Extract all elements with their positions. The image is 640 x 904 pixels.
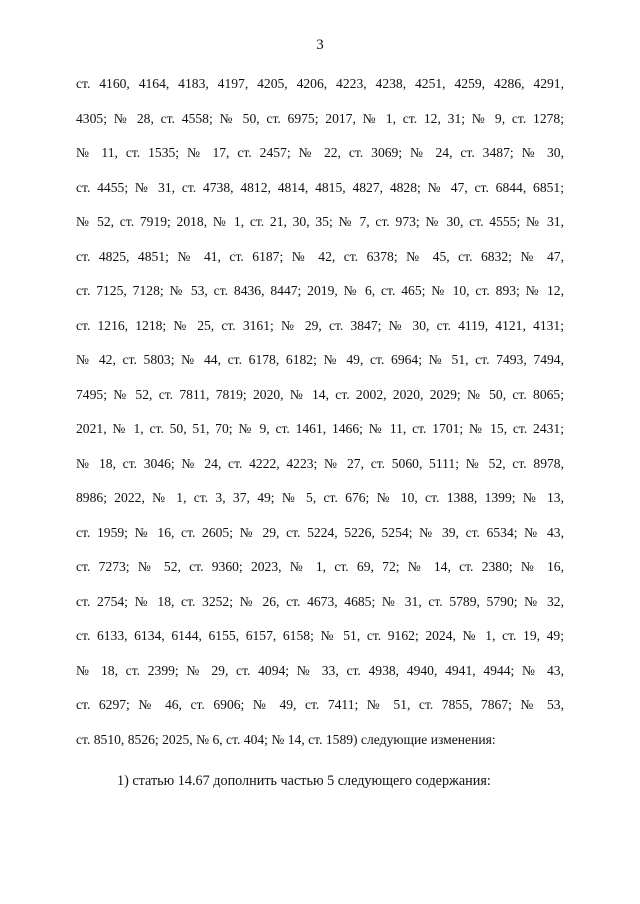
text-line: 4305; № 28, ст. 4558; № 50, ст. 6975; 2017, № 1, ст. 12, 31; № 9, ст. 1278;	[76, 110, 564, 126]
text-line: № 18, ст. 3046; № 24, ст. 4222, 4223; № 27, ст. 5060, 5111; № 52, ст. 8978,	[76, 455, 564, 471]
text-line: ст. 1959; № 16, ст. 2605; № 29, ст. 5224, 5226, 5254; № 39, ст. 6534; № 43,	[76, 524, 564, 540]
list-item-1: 1) статью 14.67 дополнить частью 5 следующего содержания:	[117, 773, 491, 789]
text-line: ст. 4825, 4851; № 41, ст. 6187; № 42, ст. 6378; № 45, ст. 6832; № 47,	[76, 248, 564, 264]
page-number: 3	[316, 37, 324, 53]
text-line: ст. 2754; № 18, ст. 3252; № 26, ст. 4673, 4685; № 31, ст. 5789, 5790; № 32,	[76, 593, 564, 609]
text-line: ст. 1216, 1218; № 25, ст. 3161; № 29, ст. 3847; № 30, ст. 4119, 4121, 4131;	[76, 317, 564, 333]
text-line: ст. 8510, 8526; 2025, № 6, ст. 404; № 14, ст. 1589) следующие изменения:	[76, 731, 496, 747]
text-line: ст. 4455; № 31, ст. 4738, 4812, 4814, 4815, 4827, 4828; № 47, ст. 6844, 6851;	[76, 179, 564, 195]
text-line: № 18, ст. 2399; № 29, ст. 4094; № 33, ст. 4938, 4940, 4941, 4944; № 43,	[76, 662, 564, 678]
text-line: 7495; № 52, ст. 7811, 7819; 2020, № 14, ст. 2002, 2020, 2029; № 50, ст. 8065;	[76, 386, 564, 402]
text-line: ст. 6133, 6134, 6144, 6155, 6157, 6158; № 51, ст. 9162; 2024, № 1, ст. 19, 49;	[76, 628, 564, 643]
text-line: № 52, ст. 7919; 2018, № 1, ст. 21, 30, 35; № 7, ст. 973; № 30, ст. 4555; № 31,	[76, 214, 564, 229]
text-line: 8986; 2022, № 1, ст. 3, 37, 49; № 5, ст. 676; № 10, ст. 1388, 1399; № 13,	[76, 490, 564, 505]
text-line: 2021, № 1, ст. 50, 51, 70; № 9, ст. 1461, 1466; № 11, ст. 1701; № 15, ст. 2431;	[76, 421, 564, 436]
text-line: ст. 7273; № 52, ст. 9360; 2023, № 1, ст. 69, 72; № 14, ст. 2380; № 16,	[76, 559, 564, 574]
text-line: ст. 6297; № 46, ст. 6906; № 49, ст. 7411; № 51, ст. 7855, 7867; № 53,	[76, 697, 564, 712]
text-line: № 42, ст. 5803; № 44, ст. 6178, 6182; № 49, ст. 6964; № 51, ст. 7493, 7494,	[76, 352, 564, 367]
text-line: № 11, ст. 1535; № 17, ст. 2457; № 22, ст. 3069; № 24, ст. 3487; № 30,	[76, 145, 564, 160]
body-paragraph	[76, 74, 564, 764]
text-line: ст. 7125, 7128; № 53, ст. 8436, 8447; 2019, № 6, ст. 465; № 10, ст. 893; № 12,	[76, 283, 564, 298]
text-line: ст. 4160, 4164, 4183, 4197, 4205, 4206, 4223, 4238, 4251, 4259, 4286, 4291,	[76, 76, 564, 91]
